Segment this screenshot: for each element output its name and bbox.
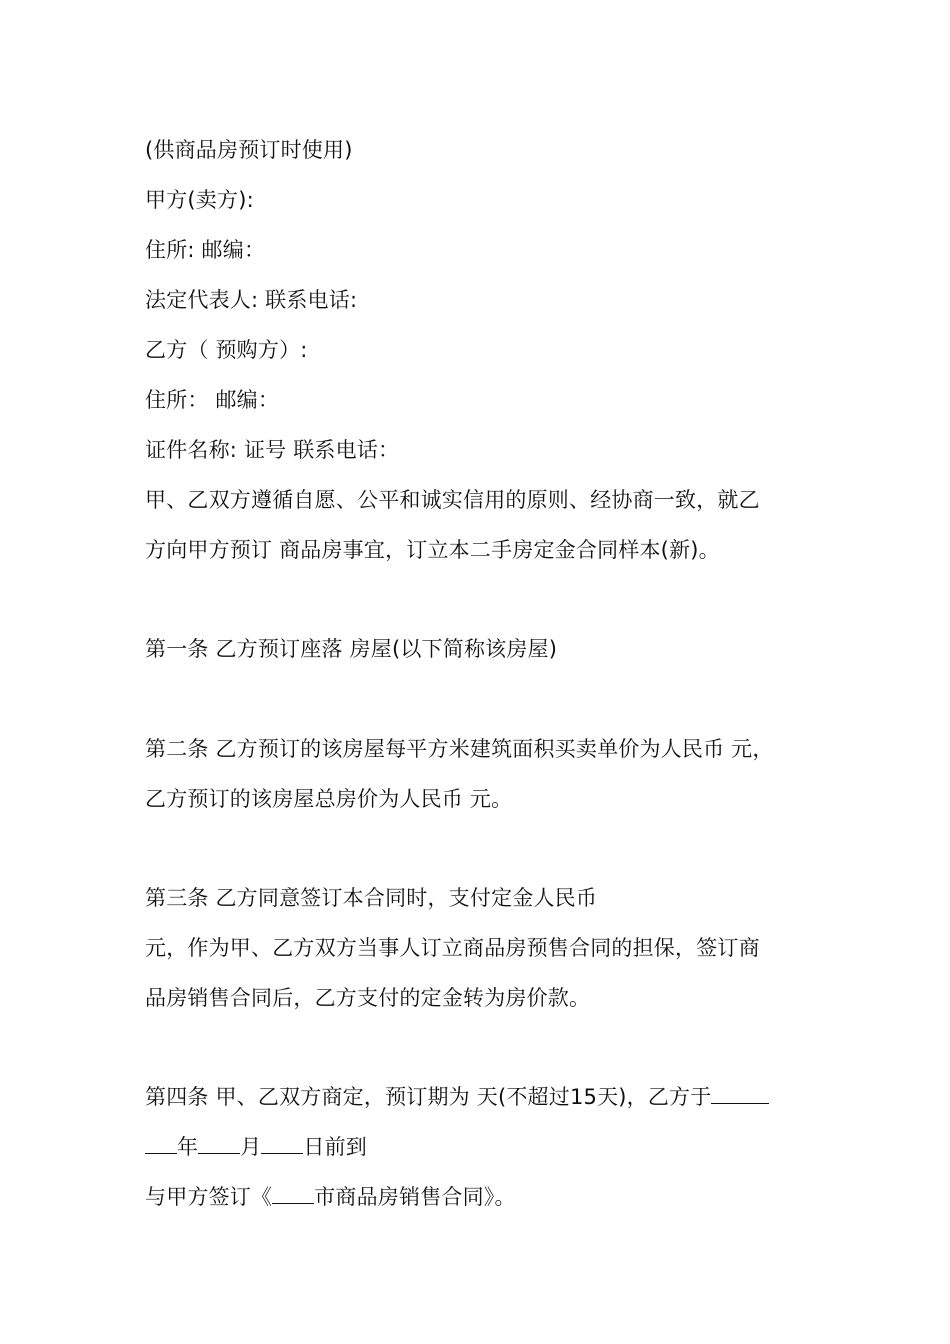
party-b-label: 乙方（ 预购方）: — [145, 338, 308, 362]
day-label: 日前到 — [303, 1135, 368, 1159]
article-3-line-1: 第三条 乙方同意签订本合同时，支付定金人民币 — [145, 886, 598, 910]
usage-note: (供商品房预订时使用) — [145, 138, 353, 162]
intro-line-2: 方向甲方预订 商品房事宜，订立本二手房定金合同样本(新)。 — [145, 538, 720, 562]
blank-line — [272, 1185, 314, 1204]
article-4-line-1-text: 第四条 甲、乙双方商定，预订期为 天(不超过15天)，乙方于 — [145, 1085, 712, 1109]
blank-line — [711, 1085, 769, 1104]
party-a-representative: 法定代表人: 联系电话: — [145, 288, 358, 312]
article-3-line-3: 品房销售合同后，乙方支付的定金转为房价款。 — [145, 986, 591, 1010]
party-b-address: 住所： 邮编： — [145, 388, 280, 412]
article-2-line-1: 第二条 乙方预订的该房屋每平方米建筑面积买卖单价为人民币 元， — [145, 737, 774, 761]
article-1: 第一条 乙方预订座落 房屋(以下简称该房屋) — [145, 637, 558, 661]
article-2-line-2: 乙方预订的该房屋总房价为人民币 元。 — [145, 787, 513, 811]
party-a-address: 住所: 邮编： — [145, 238, 266, 262]
party-a-label: 甲方(卖方): — [145, 188, 254, 212]
blank-line — [198, 1135, 240, 1154]
article-4-line-3 — [145, 1184, 516, 1210]
article-4-line-1 — [145, 1084, 769, 1110]
month-label: 月 — [240, 1135, 262, 1159]
blank-line — [145, 1135, 177, 1154]
article-4-line-3-prefix: 与甲方签订《 — [145, 1185, 273, 1209]
article-3-line-2: 元，作为甲、乙方双方当事人订立商品房预售合同的担保，签订商 — [145, 936, 760, 960]
intro-line-1: 甲、乙双方遵循自愿、公平和诚实信用的原则、经协商一致，就乙 — [145, 488, 760, 512]
blank-line — [261, 1135, 303, 1154]
article-4-line-3-suffix: 市商品房销售合同》。 — [314, 1185, 516, 1209]
party-b-id: 证件名称: 证号 联系电话： — [145, 438, 400, 462]
year-label: 年 — [177, 1135, 199, 1159]
article-4-line-2 — [145, 1134, 367, 1160]
